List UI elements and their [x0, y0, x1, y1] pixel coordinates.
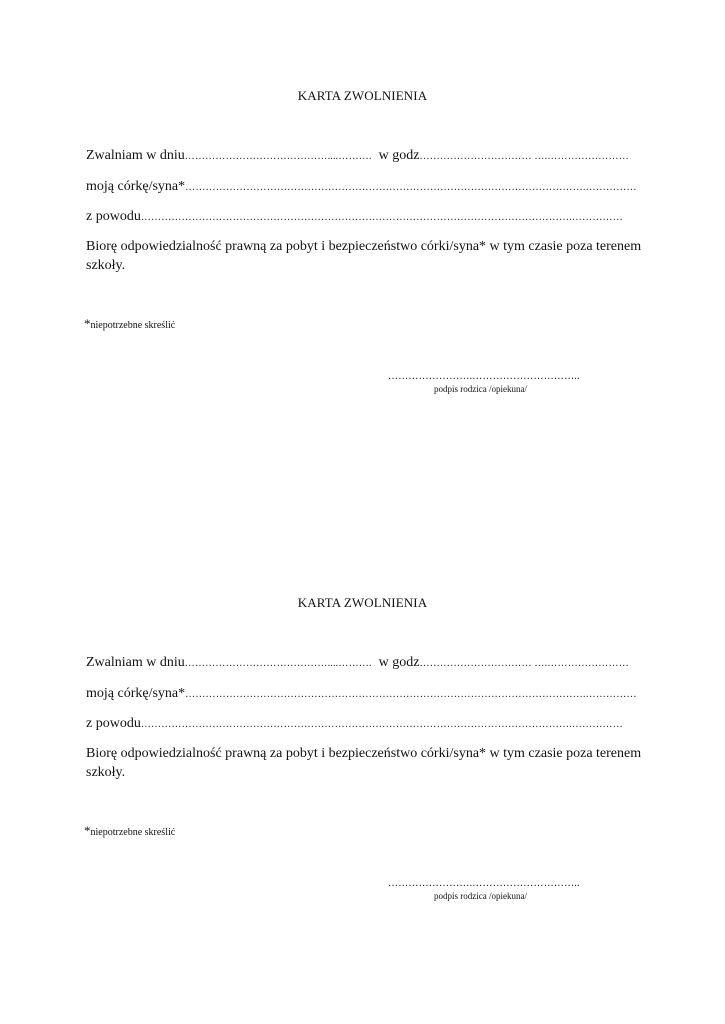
- signature-line: …………………….…………………………..: [388, 371, 580, 382]
- date-time-line: [86, 147, 629, 166]
- signature-line: …………………….…………………………..: [388, 878, 580, 889]
- date-fill-line: ……………………………………....……….: [184, 151, 372, 162]
- footnote: [84, 316, 175, 332]
- reason-label: z powodu: [86, 209, 141, 224]
- footnote: [84, 823, 175, 839]
- signature-label: podpis rodzica /opiekuna/: [434, 891, 527, 901]
- time-fill-line: …………………………… ….……………………: [419, 151, 629, 162]
- child-line: [86, 685, 637, 704]
- footnote-text: niepotrzebne skreślić: [90, 320, 176, 331]
- footnote-star: *: [84, 823, 91, 838]
- child-fill-line: ……………………………………………………………………………………………………….……………: [185, 689, 637, 700]
- signature-label: podpis rodzica /opiekuna/: [434, 384, 527, 394]
- footnote-star: *: [84, 316, 91, 331]
- time-label: w godz: [378, 655, 420, 670]
- date-label: Zwalniam w dniu: [86, 148, 185, 163]
- date-fill-line: ……………………………………....……….: [184, 658, 372, 669]
- time-fill-line: …………………………… ….……………………: [419, 658, 629, 669]
- reason-fill-line: ……………………………………………………………………………………………………………….……………: [140, 719, 623, 730]
- card-title: KARTA ZWOLNIENIA: [297, 595, 428, 610]
- date-label: Zwalniam w dniu: [86, 655, 185, 670]
- reason-fill-line: ……………………………………………………………………………………………………………….……………: [140, 212, 623, 223]
- time-label: w godz: [378, 148, 420, 163]
- child-label: moją córkę/syna*: [86, 686, 186, 701]
- responsibility-statement: Biorę odpowiedzialność prawną za pobyt i bezpieczeństwo córki/syna* w tym czasie poza terenem szkoły.: [86, 239, 642, 273]
- release-card-top: [0, 0, 725, 480]
- release-card-bottom: [0, 507, 725, 987]
- card-title: KARTA ZWOLNIENIA: [297, 88, 428, 103]
- responsibility-statement: Biorę odpowiedzialność prawną za pobyt i bezpieczeństwo córki/syna* w tym czasie poza terenem szkoły.: [86, 746, 642, 780]
- date-time-line: [86, 654, 629, 673]
- child-label: moją córkę/syna*: [86, 179, 186, 194]
- child-fill-line: ……………………………………………………………………………………………………….……………: [185, 182, 637, 193]
- reason-line: [86, 715, 623, 734]
- footnote-text: niepotrzebne skreślić: [90, 827, 176, 838]
- reason-label: z powodu: [86, 716, 141, 731]
- child-line: [86, 178, 637, 197]
- reason-line: [86, 208, 623, 227]
